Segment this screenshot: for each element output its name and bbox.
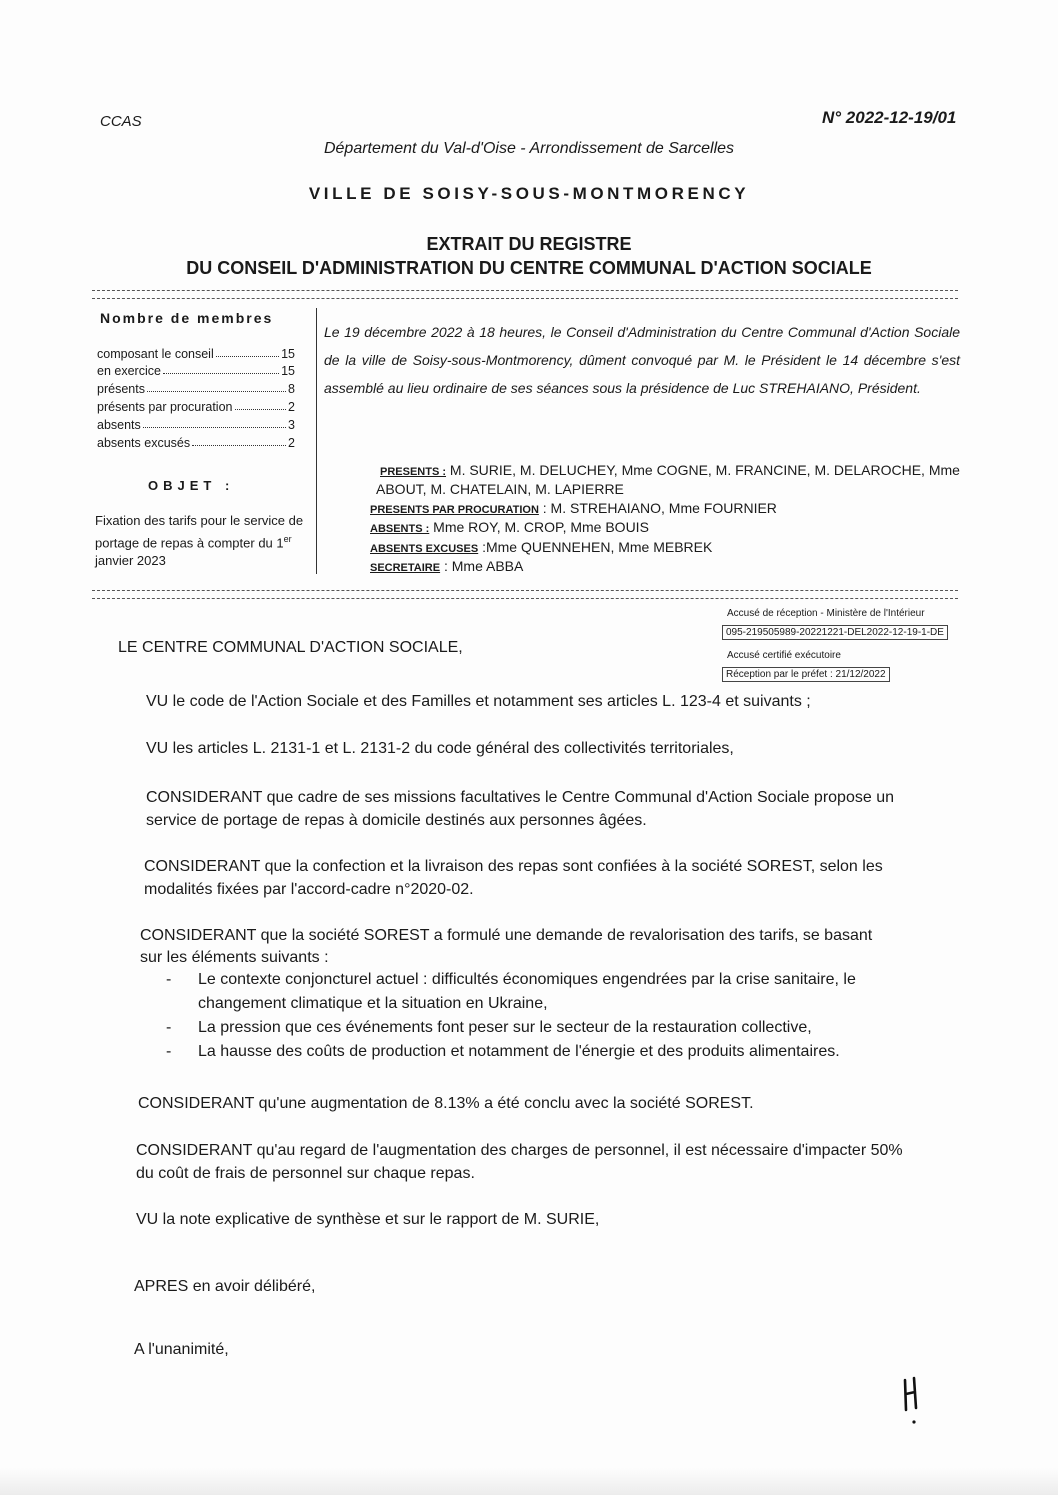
objet-title: OBJET : [148,478,235,493]
members-row-label: présents [97,382,145,396]
column-divider [316,308,317,574]
considerant-5-line2: du coût de frais de personnel sur chaque repas. [136,1165,475,1182]
members-row-value: 2 [288,436,295,450]
vu-note-explicative: VU la note explicative de synthèse et sur le rapport de M. SURIE, [136,1211,600,1228]
session-paragraph: Le 19 décembre 2022 à 18 heures, le Conseil d'Administration du Centre Communal d'Action Sociale de la ville de Soisy-sous-Montmorency, dûment convoqué par M. le Président le 14 décembre s'est assemblé au lieu ordinaire de ses séances sous la présidence de Luc STREHAIANO, Président. [324,324,960,396]
considerant-4: CONSIDERANT qu'une augmentation de 8.13% a été conclu avec la société SOREST. [138,1095,754,1112]
scan-edge-shading [0,1468,1058,1495]
members-row-label: composant le conseil [97,347,214,361]
list-item-text: La pression que ces événements font peser sur le secteur de la restauration collective, [198,1019,812,1036]
objet-text-main: Fixation des tarifs pour le service de portage de repas à compter du 1 [95,513,304,551]
department-line: Département du Val-d'Oise - Arrondissement de Sarcelles [323,140,735,157]
considerant-2-line1: CONSIDERANT que la confection et la livraison des repas sont confiées à la société SOREST, selon les [144,858,883,875]
list-item [166,968,946,1016]
presents-line [342,461,962,481]
members-row-label: absents [97,418,141,432]
members-row-label: absents excusés [97,436,191,450]
members-row-value: 2 [288,400,295,414]
document-title-line2: DU CONSEIL D'ADMINISTRATION DU CENTRE COMMUNAL D'ACTION SOCIALE [186,258,872,278]
bullet-dash: - [166,971,172,988]
members-row-value: 3 [288,418,295,432]
deliberation-number: N° 2022-12-19/01 [822,108,957,127]
members-row [97,418,295,432]
objet-text [95,512,311,570]
absents-value: Mme ROY, M. CROP, Mme BOUIS [429,519,649,535]
members-title: Nombre de membres [100,310,274,326]
absents-key: ABSENTS : [370,523,430,535]
members-row [97,436,295,450]
procuration-value: : M. STREHAIANO, Mme FOURNIER [538,500,777,516]
document-title-line1: EXTRAIT DU REGISTRE [426,234,632,254]
members-row-value: 15 [281,347,295,361]
members-row [97,400,295,414]
bullet-dash: - [166,1019,172,1036]
objet-text-end: janvier 2023 [95,553,166,569]
presents-value: M. SURIE, M. DELUCHEY, Mme COGNE, M. FRANCINE, M. DELAROCHE, Mme [446,462,960,478]
procuration-line [370,499,990,519]
considerant-2-line2: modalités fixées par l'accord-cadre n°2020-02. [144,881,474,898]
stamp-ministere: Accusé de réception - Ministère de l'Intérieur [727,608,925,619]
stamp-reception-date: Réception par le préfet : 21/12/2022 [722,667,890,682]
presents-line-2: ABOUT, M. CHATELAIN, M. LAPIERRE [376,481,624,497]
vu-code-action-sociale: VU le code de l'Action Sociale et des Familles et notamment ses articles L. 123-4 et suivants ; [146,693,811,710]
list-item [166,1040,946,1064]
absents-excuses-line [370,538,990,558]
presents-key: PRESENTS : [380,466,447,478]
considerant-1-line2: service de portage de repas à domicile destinés aux personnes âgées. [146,812,647,829]
elements-list [166,968,946,1064]
considerant-5-line1: CONSIDERANT qu'au regard de l'augmentation des charges de personnel, il est nécessaire d'impacter 50% [136,1142,903,1159]
considerant-3-line1: CONSIDERANT que la société SOREST a formulé une demande de revalorisation des tarifs, se basant [140,927,873,944]
absents-excuses-value: :Mme QUENNEHEN, Mme MEBREK [478,539,713,555]
absents-line [370,518,990,538]
bullet-dash: - [166,1043,172,1060]
ccas-heading: LE CENTRE COMMUNAL D'ACTION SOCIALE, [118,639,463,656]
unanimite: A l'unanimité, [134,1341,229,1358]
considerant-1-line1: CONSIDERANT que cadre de ses missions facultatives le Centre Communal d'Action Sociale propose un [146,789,894,806]
stamp-executoire: Accusé certifié exécutoire [727,650,841,661]
procuration-key: PRESENTS PAR PROCURATION [370,504,539,516]
apres-delibere: APRES en avoir délibéré, [134,1278,316,1295]
objet-sup: er [283,534,292,544]
members-row [97,364,295,378]
secretaire-value: : Mme ABBA [440,558,524,574]
ccas-label: CCAS [100,113,142,130]
bottom-divider [92,590,958,599]
list-item-line1: Le contexte conjoncturel actuel : difficultés économiques engendrées par la crise sanitaire, le [198,971,856,988]
members-row-label: présents par procuration [97,400,233,414]
list-item-line2: changement climatique et la situation en Ukraine, [198,995,548,1012]
list-item-text: La hausse des coûts de production et notamment de l'énergie et des produits alimentaires. [198,1043,840,1060]
members-row [97,382,295,396]
handwritten-initials-mark [900,1376,924,1428]
considerant-3-line2: sur les éléments suivants : [140,949,329,966]
absents-excuses-key: ABSENTS EXCUSES [370,543,479,555]
top-divider [92,290,958,299]
vu-cgct: VU les articles L. 2131-1 et L. 2131-2 du code général des collectivités territoriales, [146,740,734,757]
members-row [97,347,295,361]
members-row-label: en exercice [97,364,161,378]
secretaire-key: SECRETAIRE [370,562,441,574]
city-name: VILLE DE SOISY-SOUS-MONTMORENCY [308,184,750,203]
secretaire-line [370,557,990,577]
members-row-value: 15 [281,364,295,378]
members-row-value: 8 [288,382,295,396]
stamp-acte-id: 095-219505989-20221221-DEL2022-12-19-1-DE [722,625,948,640]
list-item [166,1016,946,1040]
